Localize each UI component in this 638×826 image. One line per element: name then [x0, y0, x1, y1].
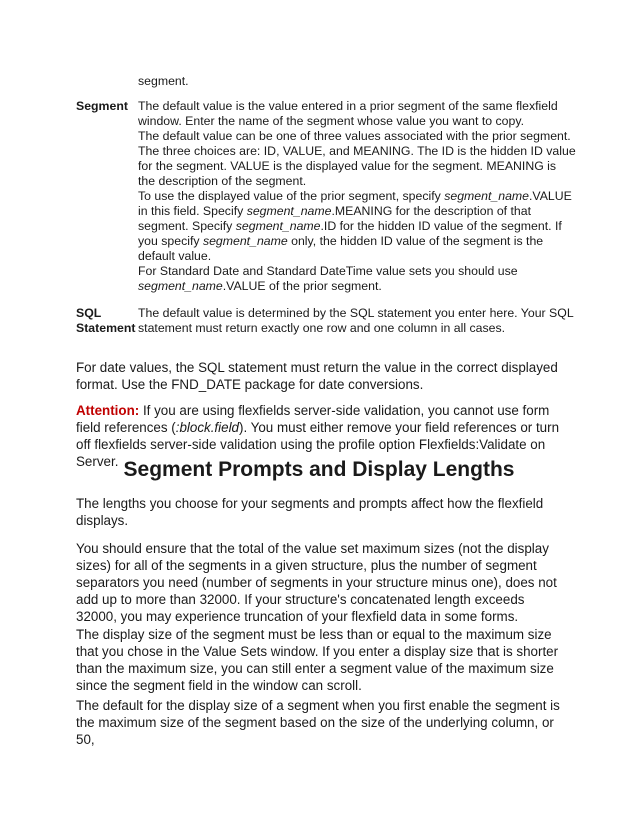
- definition-body-segment: [138, 99, 576, 294]
- definition-row-sql-statement: [76, 306, 576, 336]
- definition-term-segment: Segment: [76, 99, 128, 113]
- definition-list: [76, 74, 576, 348]
- segment-paragraph-2: The default value can be one of three values associated with the prior segment. The three choices are: ID, VALUE, and MEANING. The ID is the hidden ID value for the segment. VALUE is the displayed value for the segment. MEANING is the description of the segment.: [138, 129, 576, 188]
- date-values-paragraph: For date values, the SQL statement must return the value in the correct displayed format. Use the FND_DATE package for date conversions.: [76, 360, 558, 392]
- definition-body-sql-statement: The default value is determined by the SQL statement you enter here. Your SQL statement must return exactly one row and one column in all cases.: [138, 306, 574, 335]
- segment-paragraph-1: The default value is the value entered in a prior segment of the same flexfield window. Enter the name of the segment whose value you want to copy.: [138, 99, 558, 128]
- section-heading: Segment Prompts and Display Lengths: [123, 458, 515, 481]
- body-paragraph-2: You should ensure that the total of the value set maximum sizes (not the display sizes) for all of the segments in a given structure, plus the number of segment separators you need (number of segments in your structure minus one), does not add up to more than 32000. If your structure's concatenated length exceeds 32000, you may experience truncation of your flexfield data in some forms.: [76, 541, 557, 624]
- definition-row-segment: [76, 99, 576, 294]
- body-paragraph-1: The lengths you choose for your segments and prompts affect how the flexfield displays.: [76, 496, 544, 528]
- definition-continuation-text: segment.: [138, 74, 189, 88]
- body-paragraph-4: The default for the display size of a segment when you first enable the segment is the maximum size of the segment based on the size of the underlying column, or 50,: [76, 698, 560, 747]
- definition-continuation-row: [76, 74, 576, 89]
- attention-paragraph: Attention: If you are using flexfields server-side validation, you cannot use form field references (:block.field). You must either remove your field references or turn off flexfields server-side validation using the profile option Flexfields:Validate on Server.: [76, 403, 560, 469]
- attention-label: Attention:: [76, 403, 140, 418]
- definition-term-sql-statement: SQL Statement: [76, 306, 136, 335]
- body-paragraph-3: The display size of the segment must be less than or equal to the maximum size that you chose in the Value Sets window. If you enter a display size that is shorter than the maximum size, you can still enter a segment value of the maximum size since the segment field in the window can scroll.: [76, 627, 559, 693]
- segment-paragraph-3: To use the displayed value of the prior segment, specify segment_name.VALUE in this field. Specify segment_name.MEANING for the description of that segment. Specify segment_name.ID for the hidden ID value of the segment. If you specify segment_name only, the hidden ID value of the segment is the default value.: [138, 189, 572, 263]
- segment-paragraph-4: For Standard Date and Standard DateTime value sets you should use segment_name.VALUE of the prior segment.: [138, 264, 518, 293]
